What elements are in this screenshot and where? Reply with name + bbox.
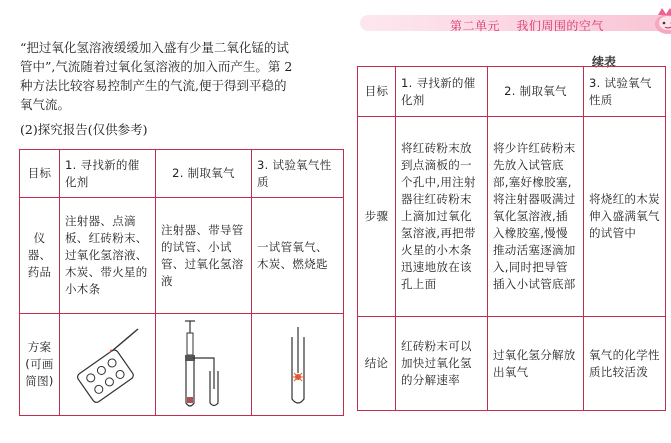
report-label: (2)探究报告(仅供参考) [20, 122, 148, 137]
steps-property: 将烧红的木炭伸入盛满氧气的试管中 [584, 117, 666, 317]
left-report-table [19, 149, 344, 416]
instruments-oxygen: 注射器、带导管的试管、小试管、过氧化氢溶液 [156, 198, 252, 314]
header-unit: 第二单元 [450, 19, 501, 33]
conclusion-oxygen: 过氧化氢分解放出氧气 [488, 317, 584, 411]
syringe-tube-diagram [156, 315, 252, 415]
header-topic: 我们周围的空气 [516, 19, 604, 33]
steps-catalyst: 将红砖粉末放到点滴板的一个孔中,用注射器往红砖粉末上滴加过氧化氢溶液,再把带火星的小木条迅速地放在该孔上面 [396, 117, 488, 317]
goal-catalyst: 1. 寻找新的催化剂 [60, 150, 156, 198]
right-report-table [357, 66, 666, 411]
intro-line: 管中”,气流随着过氧化氢溶液的加入而产生。第 2 [20, 59, 293, 74]
conclusion-catalyst: 红砖粉末可以加快过氧化氢的分解速率 [396, 317, 488, 411]
row-label-goal: 目标 [20, 150, 60, 198]
header-title [450, 17, 616, 34]
steps-oxygen: 将少许红砖粉末先放入试管底部,塞好橡胶塞,将注射器吸满过氧化氢溶液,插入橡胶塞,慢慢推动活塞逐滴加入,同时把导管插入小试管底部 [488, 117, 584, 317]
plan-catalyst-diagram [60, 314, 156, 416]
plan-oxygen-diagram [156, 314, 252, 416]
continued-label: 续表 [592, 55, 617, 69]
charcoal-tube-diagram [252, 315, 344, 415]
row-label-steps: 步骤 [358, 117, 396, 317]
goal-catalyst: 1. 寻找新的催化剂 [396, 67, 488, 117]
row-label-instruments: 仪器、药品 [20, 198, 60, 314]
goal-property: 3. 试验氧气性质 [252, 150, 344, 198]
row-label-goal: 目标 [358, 67, 396, 117]
instruments-property: 一试管氧气、木炭、燃烧匙 [252, 198, 344, 314]
intro-paragraph [20, 38, 342, 114]
table-row [358, 67, 666, 117]
page-header [360, 6, 671, 40]
table-row [20, 198, 344, 314]
mascot-icon [650, 6, 671, 36]
row-label-plan: 方案(可画简图) [20, 314, 60, 416]
table-row [358, 317, 666, 411]
goal-property: 3. 试验氧气性质 [584, 67, 666, 117]
intro-line: “把过氧化氢溶液缓缓加入盛有少量二氧化锰的试 [20, 40, 289, 55]
table-row [20, 150, 344, 198]
intro-line: 氧气流。 [20, 97, 71, 112]
table-row [20, 314, 344, 416]
instruments-catalyst: 注射器、点滴板、红砖粉末、过氧化氢溶液、木炭、带火星的小木条 [60, 198, 156, 314]
goal-oxygen: 2. 制取氧气 [488, 67, 584, 117]
intro-line: 种方法比较容易控制产生的气流,便于得到平稳的 [20, 78, 287, 93]
row-label-conclusion: 结论 [358, 317, 396, 411]
spot-plate-diagram [60, 315, 156, 415]
plan-property-diagram [252, 314, 344, 416]
table-row [358, 117, 666, 317]
goal-oxygen: 2. 制取氧气 [156, 150, 252, 198]
conclusion-property: 氧气的化学性质比较活泼 [584, 317, 666, 411]
